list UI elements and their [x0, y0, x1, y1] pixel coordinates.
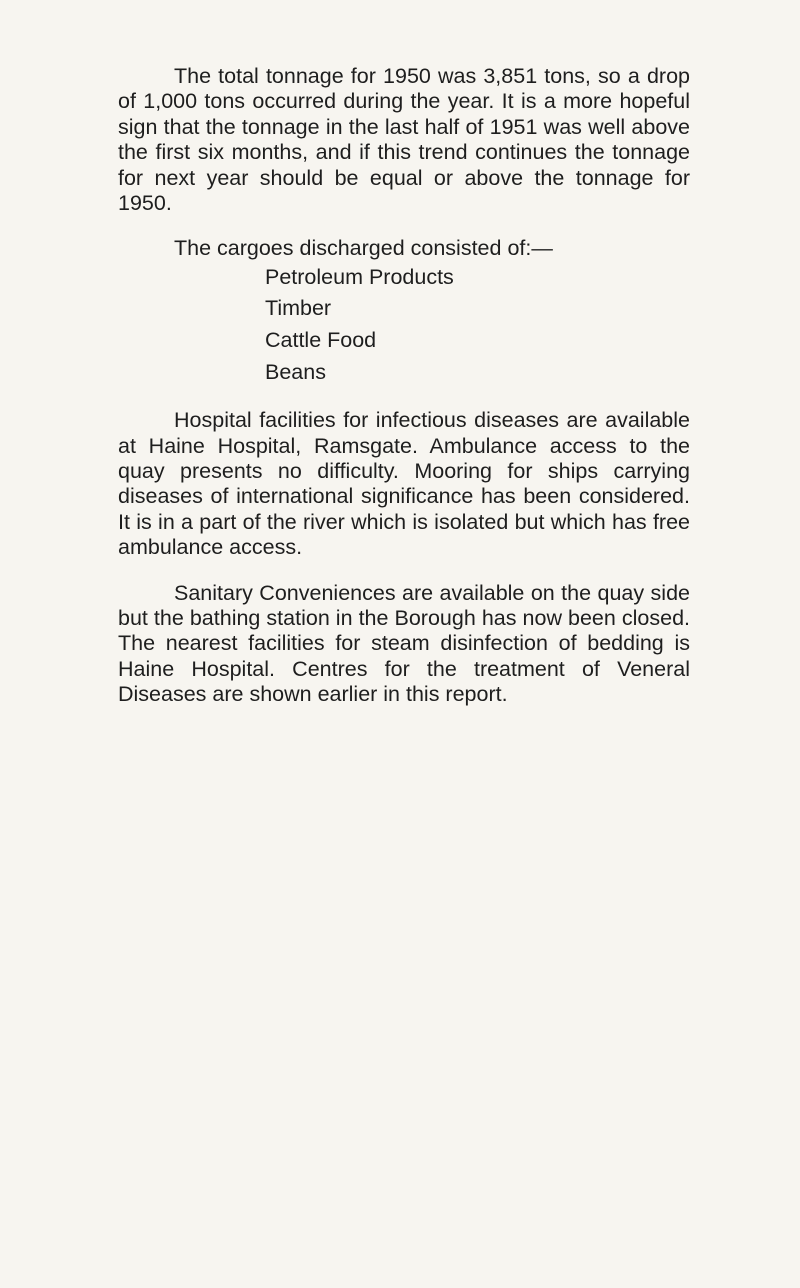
cargo-list — [118, 262, 690, 388]
tonnage-paragraph: The total tonnage for 1950 was 3,851 tons, so a drop of 1,000 tons occurred during the year. It is a more hopeful sign that the tonnage in the last half of 1951 was well above the first six months, and if this trend continues the tonnage for next year should be equal or above the tonnage for 1950. — [118, 64, 690, 216]
cargo-item-petroleum: Petroleum Products — [265, 264, 454, 289]
cargoes-intro: The cargoes discharged consisted of:— — [174, 236, 553, 261]
sanitary-paragraph: Sanitary Conveniences are available on the quay side but the bathing station in the Borough has now been closed. The nearest facilities for steam disinfection of bedding is Haine Hospital. Centres for the treatment of Veneral Diseases are shown earlier in this report. — [118, 580, 690, 707]
hospital-paragraph: Hospital facilities for infectious diseases are available at Haine Hospital, Ramsgate. Ambulance access to the quay presents no difficulty. Mooring for ships carrying diseases of international significance has been considered. It is in a part of the river which is isolated but which has free ambulance access. — [118, 408, 690, 560]
cargo-item-cattle-food: Cattle Food — [265, 328, 377, 353]
cargo-item-timber: Timber — [265, 296, 332, 321]
cargo-item-beans: Beans — [265, 359, 326, 384]
document-page — [118, 64, 690, 708]
